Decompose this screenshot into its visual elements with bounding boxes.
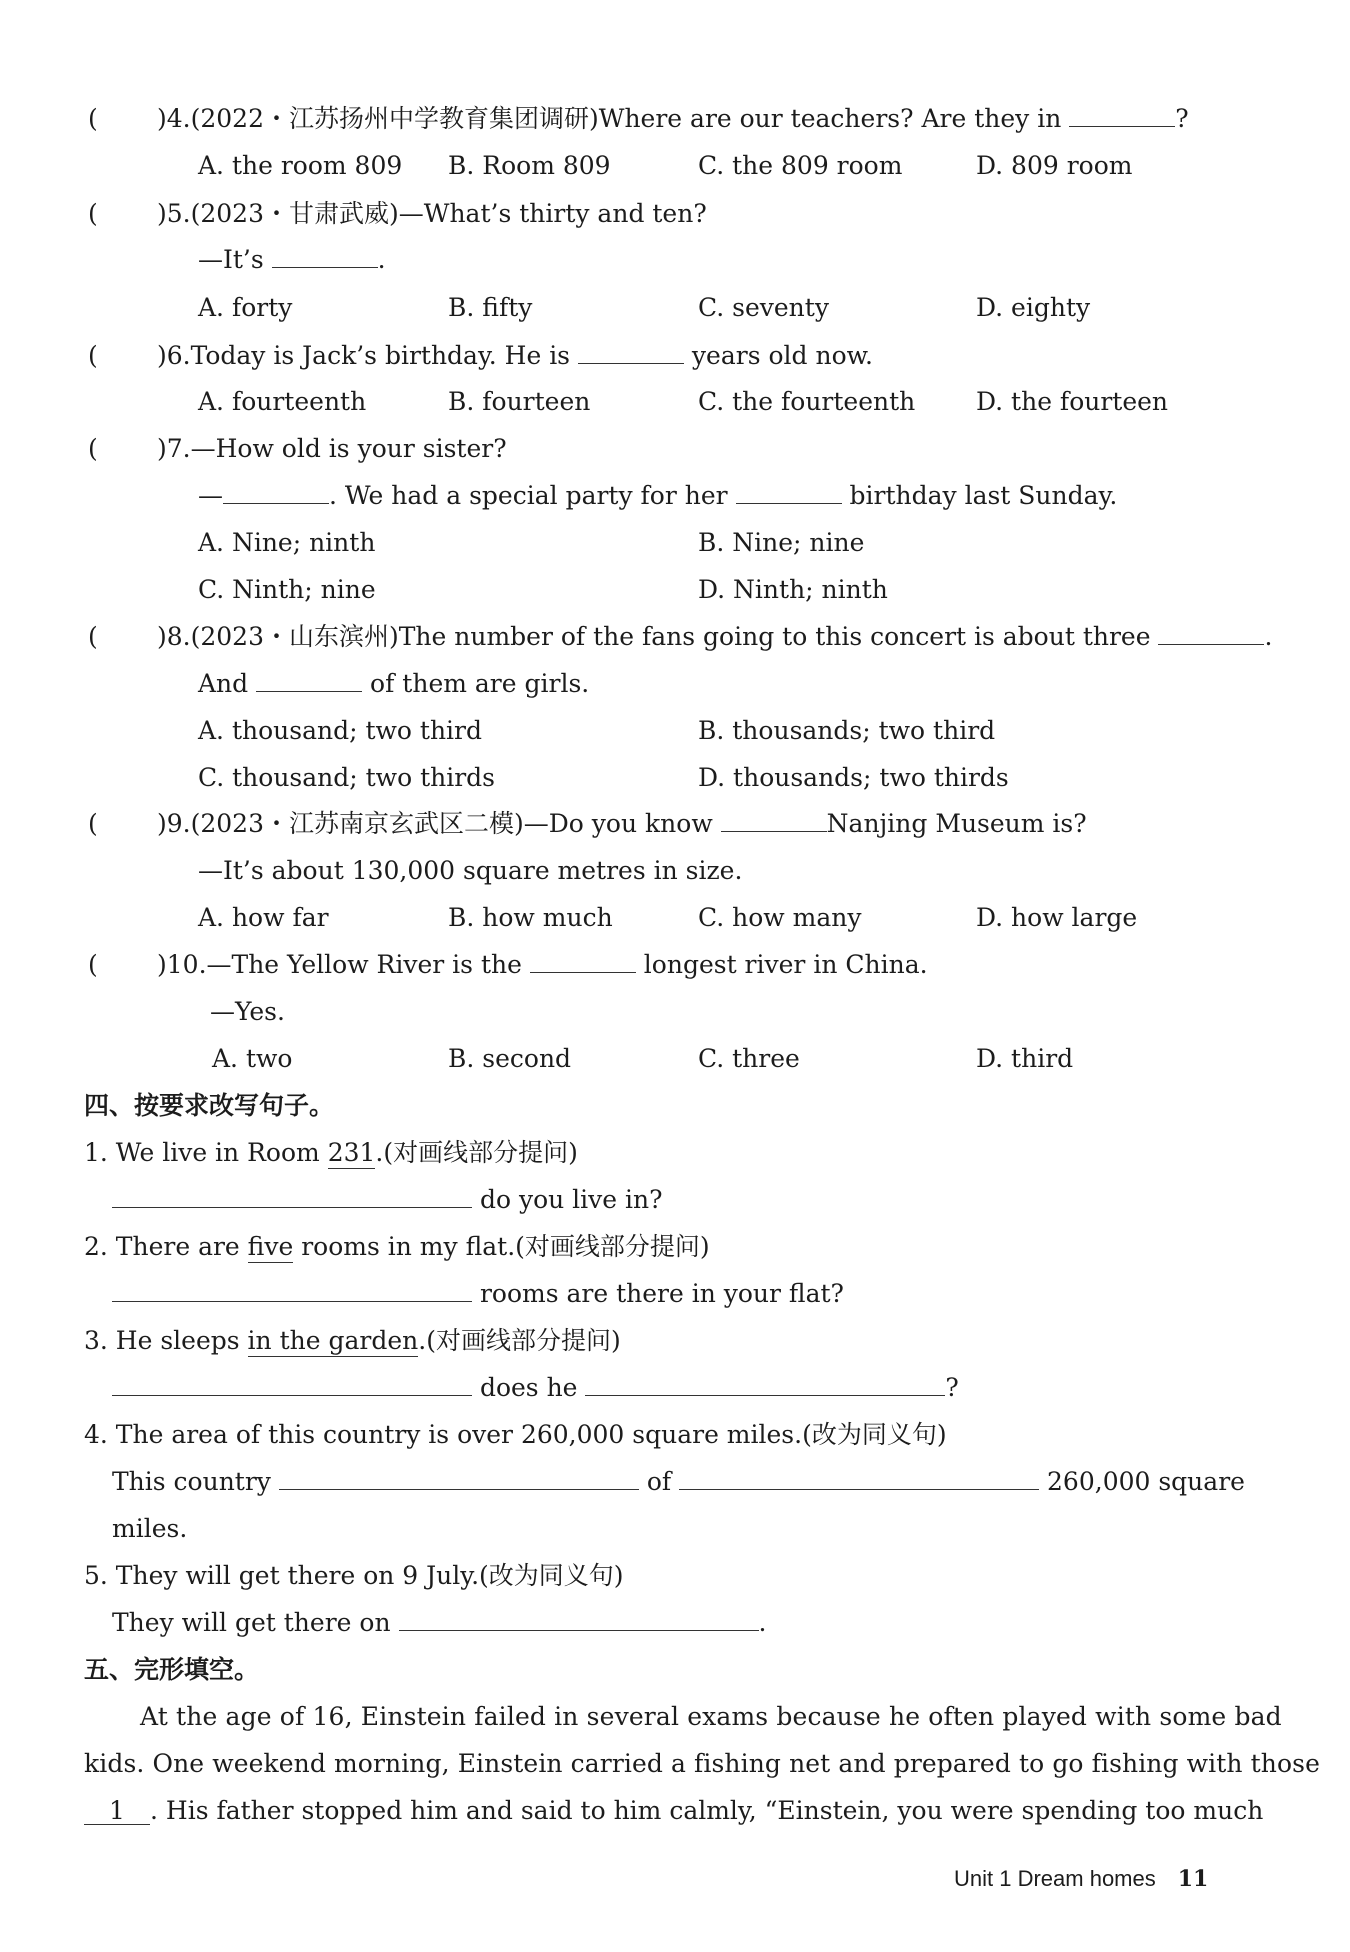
cloze-blank[interactable]: 1 bbox=[84, 1798, 150, 1825]
option-b: B. thousands; two third bbox=[698, 716, 996, 745]
rewrite-answer-4-cont: miles. bbox=[112, 1514, 188, 1543]
option-d: D. third bbox=[976, 1044, 1074, 1073]
rewrite-item-1: 1. We live in Room 231.(对画线部分提问) bbox=[84, 1138, 578, 1167]
rewrite-item-5: 5. They will get there on 9 July.(改为同义句) bbox=[84, 1561, 624, 1590]
cloze-paragraph-line: At the age of 16, Einstein failed in several exams because he often played with some bad bbox=[140, 1702, 1282, 1731]
answer-blank[interactable] bbox=[272, 245, 378, 268]
option-b: B. second bbox=[448, 1044, 572, 1073]
section-4-title: 四、按要求改写句子。 bbox=[84, 1091, 335, 1120]
question-source: (2023・山东滨州) bbox=[190, 622, 399, 651]
option-d: D. Ninth; ninth bbox=[698, 575, 888, 604]
question-source: (2023・江苏南京玄武区二模) bbox=[190, 809, 524, 838]
question-9-line2: —It’s about 130,000 square metres in size. bbox=[198, 856, 743, 885]
option-d: D. how large bbox=[976, 903, 1138, 932]
rewrite-answer-3: does he ? bbox=[112, 1371, 959, 1405]
answer-blank[interactable] bbox=[256, 669, 362, 692]
page-footer bbox=[954, 1864, 1208, 1894]
option-d: D. the fourteen bbox=[976, 387, 1169, 416]
page-number: 11 bbox=[1177, 1866, 1209, 1892]
option-b: B. Room 809 bbox=[448, 151, 611, 180]
underlined-part: five bbox=[247, 1232, 294, 1261]
option-c: C. Ninth; nine bbox=[198, 575, 376, 604]
option-c: C. how many bbox=[698, 903, 862, 932]
rewrite-item-3: 3. He sleeps in the garden.(对画线部分提问) bbox=[84, 1326, 621, 1355]
question-source: (2022・江苏扬州中学教育集团调研) bbox=[190, 104, 599, 133]
answer-paren: ( bbox=[88, 434, 98, 463]
answer-blank[interactable] bbox=[112, 1373, 472, 1396]
answer-paren: ( bbox=[88, 104, 98, 133]
unit-title: Unit 1 Dream homes bbox=[954, 1866, 1156, 1891]
answer-paren: ( bbox=[88, 199, 98, 228]
option-b: B. fourteen bbox=[448, 387, 591, 416]
option-a: A. two bbox=[212, 1044, 293, 1073]
answer-blank[interactable] bbox=[223, 481, 329, 504]
answer-paren: ( bbox=[88, 950, 98, 979]
answer-paren: ( bbox=[88, 341, 98, 370]
option-c: C. the fourteenth bbox=[698, 387, 916, 416]
option-a: A. the room 809 bbox=[198, 151, 403, 180]
question-9-stem: )9.(2023・江苏南京玄武区二模)—Do you know Nanjing Museum is? bbox=[157, 809, 1087, 838]
question-10-line2: —Yes. bbox=[210, 997, 285, 1026]
rewrite-item-4: 4. The area of this country is over 260,000 square miles.(改为同义句) bbox=[84, 1420, 947, 1449]
question-6-stem: )6.Today is Jack’s birthday. He is years old now. bbox=[157, 341, 873, 370]
underlined-part: 231 bbox=[327, 1138, 376, 1167]
option-a: A. thousand; two third bbox=[198, 716, 482, 745]
question-5-stem: )5.(2023・甘肃武威)—What’s thirty and ten? bbox=[157, 199, 707, 228]
rewrite-answer-1: do you live in? bbox=[112, 1183, 663, 1217]
answer-blank[interactable] bbox=[1069, 104, 1175, 127]
rewrite-answer-5: They will get there on . bbox=[112, 1608, 767, 1637]
option-b: B. fifty bbox=[448, 293, 533, 322]
question-text: Where are our teachers? Are they in bbox=[598, 104, 1070, 133]
question-source: (2023・甘肃武威) bbox=[190, 199, 399, 228]
cloze-paragraph-line: 1 . His father stopped him and said to him calmly, “Einstein, you were spending too much bbox=[84, 1794, 1263, 1828]
option-d: D. 809 room bbox=[976, 151, 1133, 180]
answer-blank[interactable] bbox=[399, 1608, 759, 1631]
option-a: A. how far bbox=[198, 903, 329, 932]
underlined-part: in the garden bbox=[247, 1326, 419, 1355]
answer-blank[interactable] bbox=[578, 341, 684, 364]
answer-paren: ( bbox=[88, 809, 98, 838]
option-c: C. three bbox=[698, 1044, 800, 1073]
rewrite-item-2: 2. There are five rooms in my flat.(对画线部分提问) bbox=[84, 1232, 710, 1261]
option-c: C. thousand; two thirds bbox=[198, 763, 496, 792]
option-a: A. forty bbox=[198, 293, 293, 322]
rewrite-answer-4: This country of 260,000 square bbox=[112, 1467, 1245, 1496]
answer-blank[interactable] bbox=[112, 1185, 472, 1208]
answer-paren: ( bbox=[88, 622, 98, 651]
option-c: C. seventy bbox=[698, 293, 829, 322]
question-4-stem: )4.(2022・江苏扬州中学教育集团调研)Where are our teachers? Are they in ? bbox=[157, 104, 1189, 133]
answer-blank[interactable] bbox=[736, 481, 842, 504]
section-5-title: 五、完形填空。 bbox=[84, 1655, 260, 1684]
question-8-line2: And of them are girls. bbox=[198, 669, 590, 698]
rewrite-answer-2: rooms are there in your flat? bbox=[112, 1277, 844, 1311]
answer-blank[interactable] bbox=[1158, 622, 1264, 645]
option-c: C. the 809 room bbox=[698, 151, 903, 180]
option-b: B. how much bbox=[448, 903, 613, 932]
option-d: D. thousands; two thirds bbox=[698, 763, 1009, 792]
answer-blank[interactable] bbox=[679, 1467, 1039, 1490]
question-8-stem: )8.(2023・山东滨州)The number of the fans going to this concert is about three . bbox=[157, 622, 1273, 651]
option-a: A. Nine; ninth bbox=[198, 528, 376, 557]
cloze-paragraph-line: kids. One weekend morning, Einstein carried a fishing net and prepared to go fishing with those bbox=[84, 1749, 1320, 1778]
question-5-line2: —It’s . bbox=[198, 245, 386, 274]
question-7-stem: )7.—How old is your sister? bbox=[157, 434, 507, 463]
answer-blank[interactable] bbox=[279, 1467, 639, 1490]
option-a: A. fourteenth bbox=[198, 387, 367, 416]
answer-blank[interactable] bbox=[112, 1279, 472, 1302]
answer-blank[interactable] bbox=[721, 809, 827, 832]
option-d: D. eighty bbox=[976, 293, 1091, 322]
question-4 bbox=[88, 102, 98, 136]
question-7-line2: — . We had a special party for her birthday last Sunday. bbox=[198, 481, 1118, 510]
answer-blank[interactable] bbox=[585, 1373, 945, 1396]
answer-blank[interactable] bbox=[530, 950, 636, 973]
option-b: B. Nine; nine bbox=[698, 528, 865, 557]
question-number: )4. bbox=[157, 104, 191, 133]
question-10-stem: )10.—The Yellow River is the longest river in China. bbox=[157, 950, 928, 979]
